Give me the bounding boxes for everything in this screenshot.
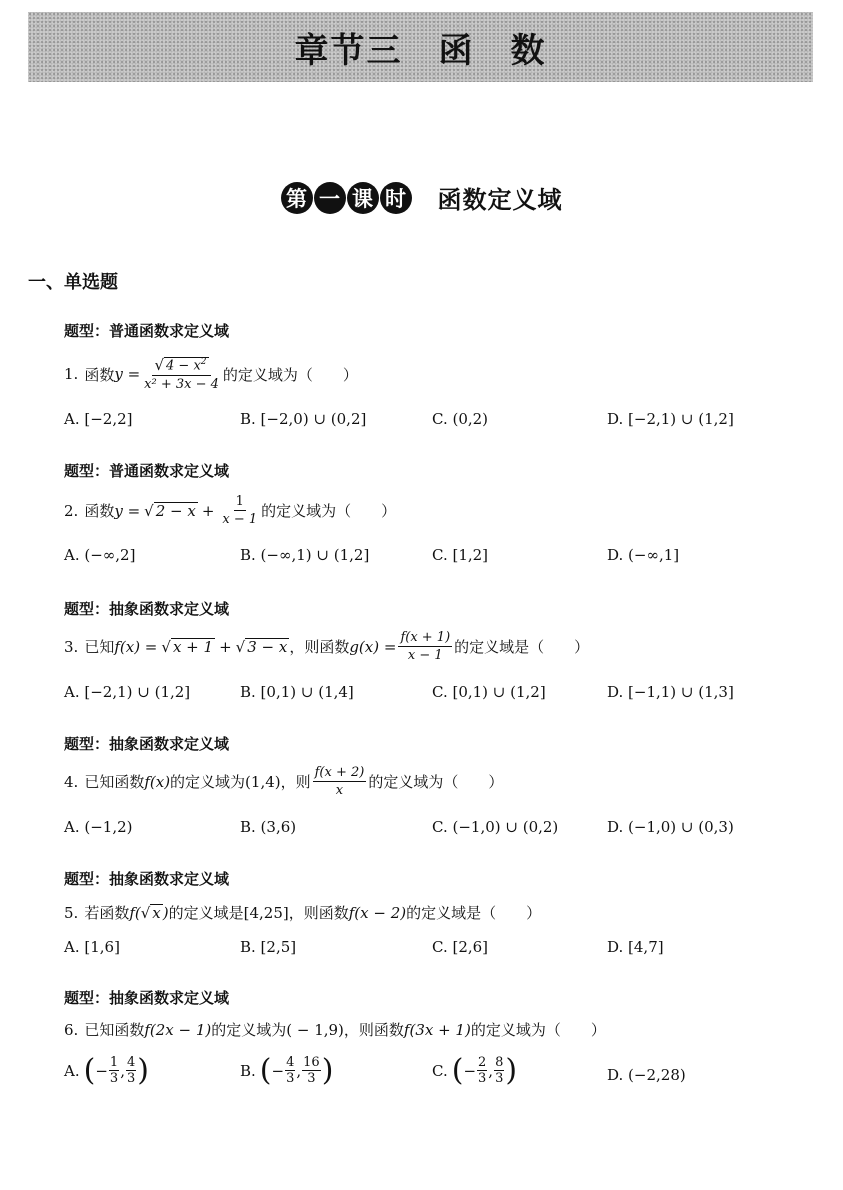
question-type-label: 题型：抽象函数求定义域 [64, 989, 230, 1007]
badge-char: 第 [281, 182, 313, 214]
badge-char: 课 [347, 182, 379, 214]
stem-text: 的定义域是（ ） [406, 904, 542, 922]
numerator: 16 [303, 1055, 320, 1070]
numerator: f(x + 1) [400, 630, 451, 645]
option-a: A. [1,6] [64, 938, 120, 956]
stem-text: 的定义域是（ ） [454, 638, 590, 656]
option-a: A. [−2,1) ∪ (1,2] [64, 683, 191, 701]
denominator: 3 [126, 1071, 136, 1086]
numerator: 4 [126, 1055, 136, 1070]
square-root: √ $4 - x^2$ [154, 356, 207, 374]
question-stem [64, 765, 503, 798]
numerator: 2 [478, 1055, 487, 1070]
option-d: D. [−2,1) ∪ (1,2] [607, 410, 734, 428]
option-c: C. [2,6] [432, 938, 489, 956]
denominator: x² + 3x − 4 [144, 377, 219, 392]
radicand: 4 − x [166, 358, 201, 374]
stem-math: f(x − 2) [348, 903, 407, 922]
question-number: 4. [64, 772, 79, 791]
stem-text: 的定义域是[4,25]，则函数 [168, 904, 349, 922]
radicand: x + 1 [172, 638, 214, 656]
question-stem [64, 902, 541, 923]
chapter-banner [28, 12, 813, 82]
stem-text: 函数 [84, 365, 115, 384]
stem-math: ) [162, 903, 169, 922]
option-a: A. ( − $\frac{1}{3}$ , $\frac{4}{3}$ ) [64, 1052, 149, 1088]
stem-text: 的定义域为( − 1,9)，则函数 [211, 1021, 404, 1039]
denominator: 3 [478, 1071, 487, 1086]
badge-char: 一 [314, 182, 346, 214]
options-row [64, 546, 764, 566]
options-row [64, 1052, 764, 1095]
option-b: B. [2,5] [240, 938, 297, 956]
option-label: B. [240, 1061, 256, 1080]
option-d: D. [4,7] [607, 938, 664, 956]
question-stem [64, 494, 396, 527]
plus-sign: + [201, 501, 215, 520]
stem-math: f( [129, 903, 141, 922]
question-number: 5. [64, 903, 79, 922]
square-root: √ x [140, 903, 161, 922]
radicand: 3 − x [247, 638, 288, 656]
plus-sign: + [219, 637, 232, 656]
option-a: A. (−∞,2] [64, 546, 136, 564]
square-root: √ 2 − x [144, 501, 196, 520]
question-stem [64, 1019, 606, 1040]
stem-text: 若函数 [84, 904, 130, 922]
option-c: C. (0,2) [432, 410, 489, 428]
stem-text: 函数 [84, 502, 115, 520]
option-text: (−2,28) [628, 1066, 686, 1084]
option-c: C. ( − $\frac{2}{3}$ , $\frac{8}{3}$ ) [432, 1052, 518, 1088]
option-b: B. (−∞,1) ∪ (1,2] [240, 546, 370, 564]
numerator: 8 [495, 1055, 504, 1070]
stem-text: ，则函数 [289, 638, 350, 656]
denominator: x [335, 783, 344, 798]
lesson-title: 函数定义域 [437, 186, 563, 214]
denominator: 3 [286, 1071, 295, 1086]
denominator: 3 [307, 1071, 316, 1086]
question-number: 6. [64, 1020, 79, 1039]
option-label: A. [64, 1061, 80, 1080]
question-type-label: 题型：抽象函数求定义域 [64, 735, 230, 753]
stem-math: f(3x + 1) [403, 1020, 471, 1039]
stem-text: 的定义域为（ ） [222, 365, 358, 384]
numerator: 4 [286, 1055, 295, 1070]
stem-math: f(x) = [114, 637, 158, 656]
option-b: B. [−2,0) ∪ (0,2] [240, 410, 367, 428]
options-row [64, 683, 764, 703]
radicand: 2 − x [155, 502, 196, 520]
denominator: 3 [109, 1071, 119, 1086]
option-d: D. (−1,0) ∪ (0,3) [607, 818, 734, 836]
stem-text: 的定义域为（ ） [470, 1021, 606, 1039]
question-type-label: 题型：抽象函数求定义域 [64, 870, 230, 888]
question-stem [64, 630, 589, 663]
option-label: D. [607, 1066, 624, 1084]
question-type-label: 题型：普通函数求定义域 [64, 462, 230, 480]
numerator: f(x + 2) [314, 765, 365, 780]
minus-sign: − [463, 1061, 477, 1080]
stem-text: 的定义域为（ ） [261, 502, 397, 520]
numerator: 1 [235, 494, 244, 509]
stem-text: 已知函数 [84, 1021, 145, 1039]
stem-text: 已知函数 [84, 773, 145, 791]
option-a: A. [−2,2] [64, 410, 133, 428]
question-number: 2. [64, 501, 79, 520]
badge-char: 时 [380, 182, 412, 214]
option-d [607, 1066, 686, 1084]
minus-sign: − [95, 1061, 108, 1080]
lesson-badge [281, 182, 412, 214]
option-c: C. (−1,0) ∪ (0,2) [432, 818, 559, 836]
question-number: 1. [64, 365, 79, 383]
option-a: A. (−1,2) [64, 818, 133, 836]
stem-math: y = [114, 365, 141, 383]
fraction [398, 630, 452, 663]
minus-sign: − [271, 1061, 285, 1080]
stem-text: 的定义域为（ ） [368, 773, 504, 791]
denominator: x − 1 [222, 512, 258, 527]
option-d: D. (−∞,1] [607, 546, 680, 564]
stem-math: f(2x − 1) [144, 1020, 212, 1039]
options-row [64, 410, 764, 430]
option-b: B. (3,6) [240, 818, 297, 836]
square-root: √ x + 1 [161, 637, 214, 656]
denominator: 3 [495, 1071, 504, 1086]
radicand: x [152, 904, 161, 922]
stem-text: 的定义域为(1,4)，则 [170, 773, 311, 791]
option-d: D. [−1,1) ∪ (1,3] [607, 683, 734, 701]
fraction [313, 765, 367, 798]
option-b: B. ( − $\frac{4}{3}$ , $\frac{16}{3}$ ) [240, 1052, 334, 1088]
option-c: C. [0,1) ∪ (1,2] [432, 683, 546, 701]
denominator: x − 1 [407, 648, 443, 663]
question-type-label: 题型：普通函数求定义域 [64, 322, 230, 340]
stem-text: 已知 [84, 638, 115, 656]
question-number: 3. [64, 637, 79, 656]
options-row [64, 938, 764, 958]
chapter-title: 章节三 函 数 [294, 30, 547, 71]
option-c: C. [1,2] [432, 546, 489, 564]
question-type-label: 题型：抽象函数求定义域 [64, 600, 230, 618]
square-root: √ 3 − x [235, 637, 288, 656]
stem-math: f(x) [144, 772, 171, 791]
options-row [64, 818, 764, 838]
question-stem [64, 356, 358, 392]
numerator: 1 [109, 1055, 119, 1070]
lesson-header [0, 180, 843, 215]
fraction [220, 494, 259, 527]
fraction [142, 356, 221, 392]
option-label: C. [432, 1061, 448, 1080]
section-heading: 一、单选题 [28, 272, 118, 293]
option-b: B. [0,1) ∪ (1,4] [240, 683, 354, 701]
stem-math: g(x) = [349, 637, 397, 656]
stem-math: y = [114, 501, 141, 520]
